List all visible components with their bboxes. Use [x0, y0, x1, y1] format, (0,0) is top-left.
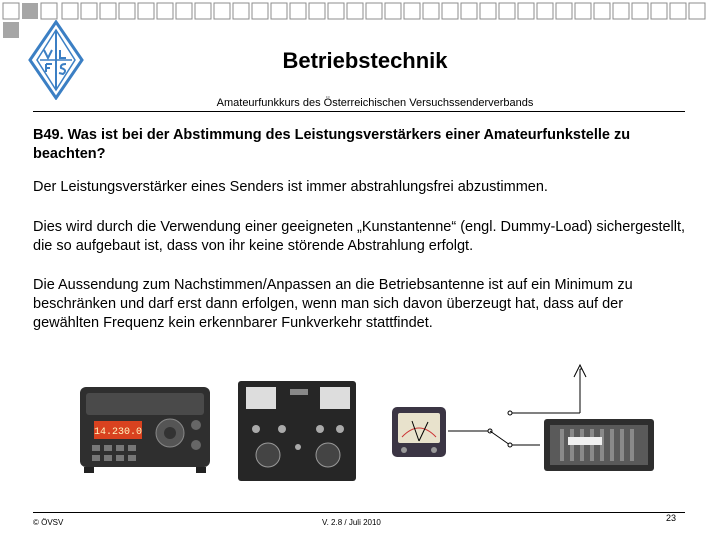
corner-squares: [0, 0, 720, 40]
footer-rule: [33, 512, 685, 513]
answer-paragraph-1: Der Leistungsverstärker eines Senders ist immer abstrahlungsfrei abzustimmen.: [33, 179, 548, 195]
question-text: B49. Was ist bei der Abstimmung des Leistungsverstärkers einer Amateurfunkstelle zu beachten?: [33, 127, 631, 162]
dummy-load-image: [544, 419, 654, 471]
oevsv-logo: [28, 20, 84, 100]
equipment-illustration: [70, 355, 720, 515]
page-title: Betriebstechnik: [282, 48, 448, 73]
amplifier-image: [238, 381, 356, 481]
footer-version: V. 2.8 / Juli 2010: [322, 518, 381, 527]
swr-meter-image: [392, 407, 446, 457]
page-number: 23: [666, 513, 677, 523]
header-rule: [33, 111, 685, 112]
answer-paragraph-2: Dies wird durch die Verwendung einer geeigneten „Kunstantenne“ (engl. Dummy-Load) sichergestellt, die so aufgebaut ist, dass von ihr keine störende Abstrahlung erfolgt.: [33, 219, 686, 254]
page-subtitle: Amateurfunkkurs des Österreichischen Versuchssenderverbands: [216, 97, 534, 109]
transceiver-display-text: 14.230.0: [93, 427, 143, 438]
footer-copyright: © ÖVSV: [33, 518, 64, 527]
answer-paragraph-3: Die Aussendung zum Nachstimmen/Anpassen an die Betriebsantenne ist auf ein Minimum zu beschränken und darf erst dann erfolgen, wenn man sich davon überzeugt hat, dass auf der gewählten Frequenz kein erkennbarer Funkverkehr stattfindet.: [33, 277, 633, 331]
transceiver-image: [80, 387, 210, 473]
